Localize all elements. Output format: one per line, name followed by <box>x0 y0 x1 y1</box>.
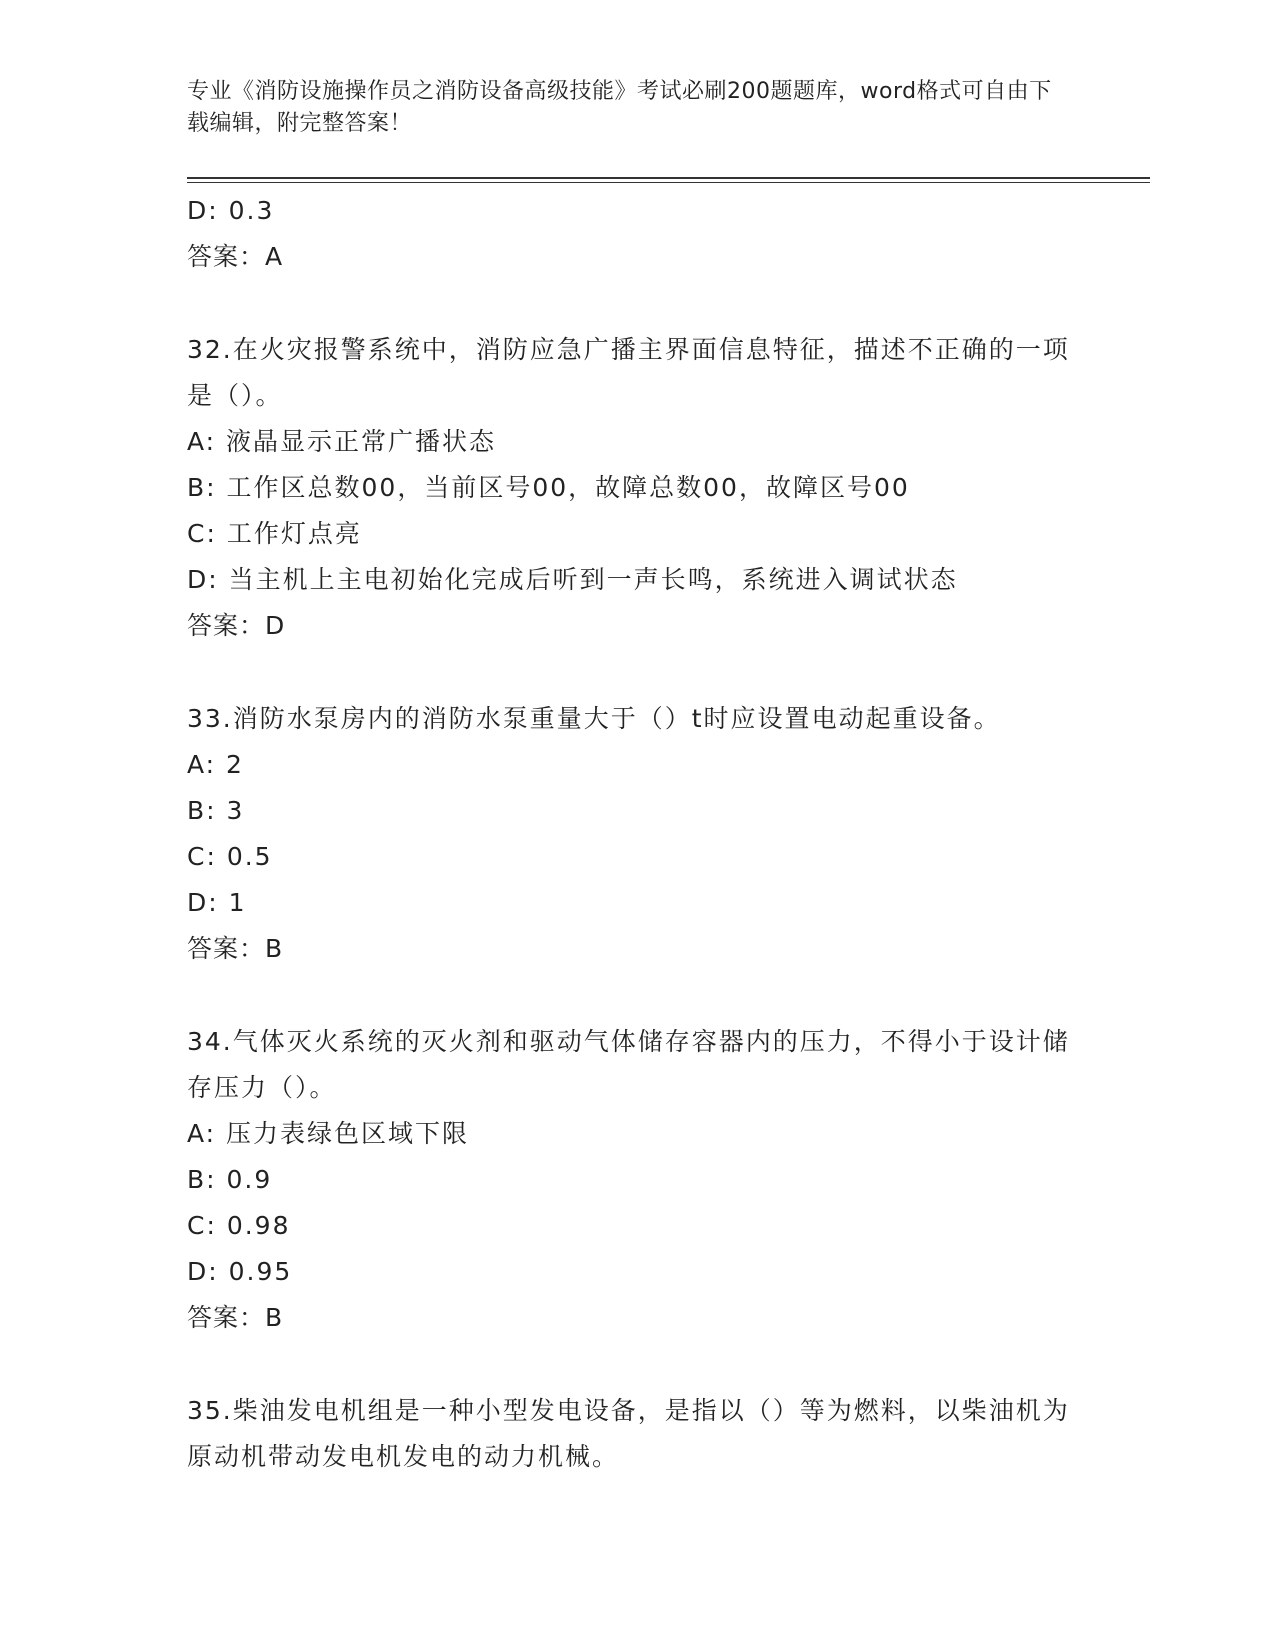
header-title: 专业《消防设施操作员之消防设备高级技能》考试必刷200题题库，word格式可自由下载编辑，附完整答案！ <box>187 79 1052 136</box>
answer-label: 答案：A <box>187 242 284 271</box>
answer-label: 答案：B <box>187 1303 284 1332</box>
option-b: B: 3 <box>187 796 245 825</box>
option-d: D: 1 <box>187 888 247 917</box>
option-c: C: 0.98 <box>187 1211 291 1240</box>
header-divider-thin <box>187 182 1150 183</box>
option-b: B: 0.9 <box>187 1165 273 1194</box>
answer-label: 答案：D <box>187 611 286 640</box>
option-d: D: 0.95 <box>187 1257 293 1286</box>
option-d: D: 0.3 <box>187 196 275 225</box>
document-header <box>187 76 1067 140</box>
option-b: B: 工作区总数00，当前区号00，故障总数00，故障区号00 <box>187 473 910 502</box>
question-content <box>187 188 1087 1480</box>
question-stem: 34.气体灭火系统的灭火剂和驱动气体储存容器内的压力，不得小于设计储存压力（）。 <box>187 1027 1070 1102</box>
question-33 <box>187 696 1087 972</box>
header-divider-thick <box>187 177 1150 179</box>
question-32 <box>187 327 1087 649</box>
question-stem: 32.在火灾报警系统中，消防应急广播主界面信息特征，描述不正确的一项是（）。 <box>187 335 1070 410</box>
question-stem: 33.消防水泵房内的消防水泵重量大于（）t时应设置电动起重设备。 <box>187 704 1001 733</box>
question-34 <box>187 1019 1087 1341</box>
question-35 <box>187 1388 1087 1480</box>
answer-label: 答案：B <box>187 934 284 963</box>
option-a: A: 液晶显示正常广播状态 <box>187 427 497 456</box>
option-c: C: 工作灯点亮 <box>187 519 362 548</box>
option-d: D: 当主机上主电初始化完成后听到一声长鸣，系统进入调试状态 <box>187 565 958 594</box>
option-a: A: 2 <box>187 750 244 779</box>
previous-question-tail <box>187 188 1087 280</box>
option-c: C: 0.5 <box>187 842 273 871</box>
question-stem: 35.柴油发电机组是一种小型发电设备，是指以（）等为燃料，以柴油机为原动机带动发电机发电的动力机械。 <box>187 1396 1070 1471</box>
option-a: A: 压力表绿色区域下限 <box>187 1119 470 1148</box>
